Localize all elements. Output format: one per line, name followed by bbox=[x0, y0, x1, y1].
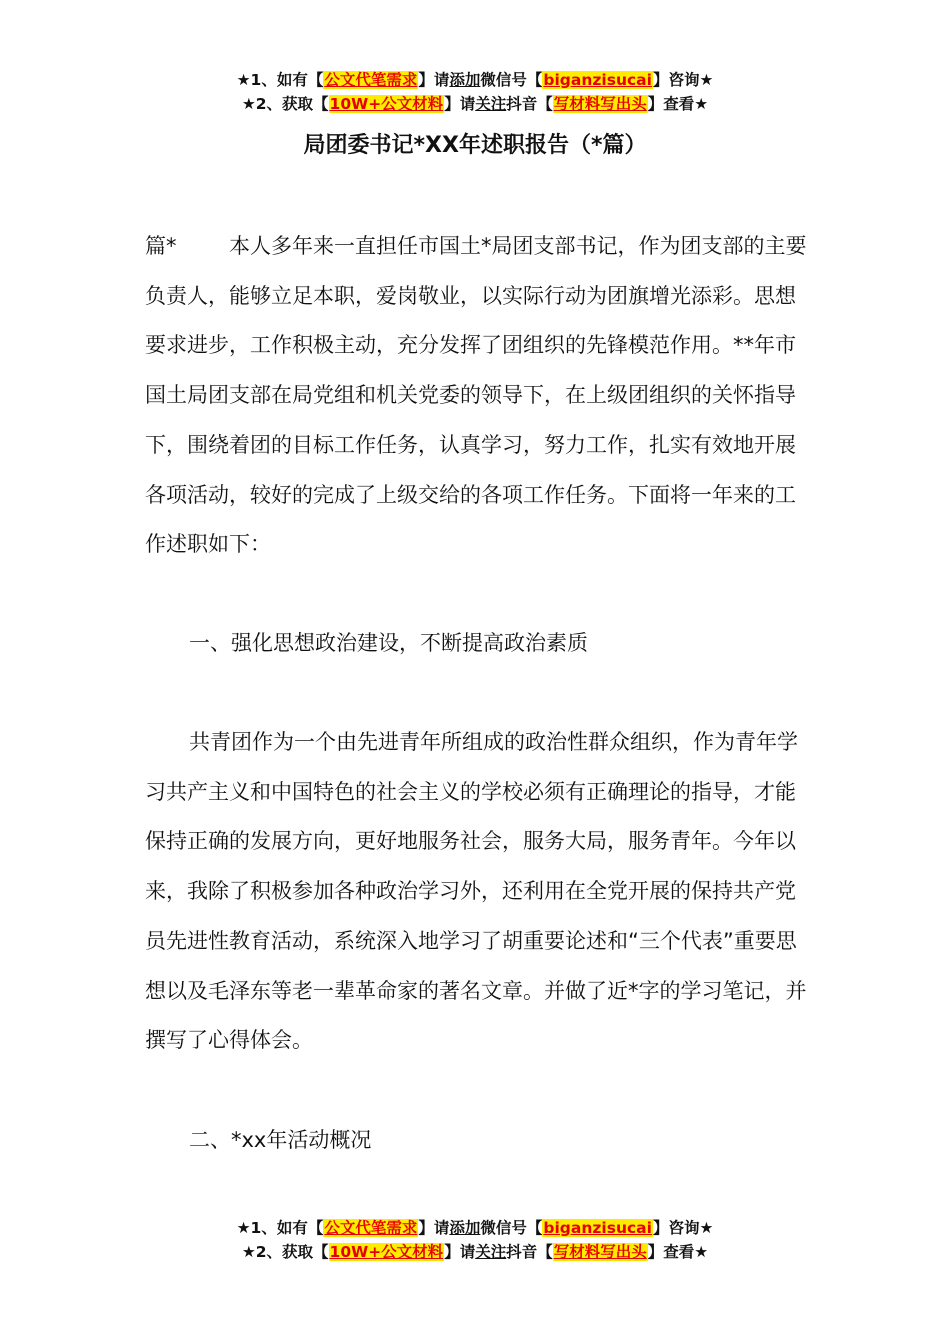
promo-banner-bottom bbox=[0, 1216, 950, 1264]
promo-text: 】咨询★ bbox=[652, 71, 714, 89]
highlight-wechat-id: biganzisucai bbox=[543, 71, 652, 89]
promo-text: 】查看★ bbox=[647, 95, 709, 113]
promo-emphasis: 关注 bbox=[475, 95, 507, 113]
highlight-douyin-id: 写材料写出头 bbox=[553, 1243, 647, 1261]
highlight-wechat-id: biganzisucai bbox=[543, 1219, 652, 1237]
highlight-service: 公文代笔需求 bbox=[324, 71, 418, 89]
highlight-materials: 10W+公文材料 bbox=[329, 95, 444, 113]
promo-text: 】请 bbox=[444, 1243, 476, 1261]
promo-text: ★1、如有【 bbox=[236, 71, 324, 89]
promo-text: 】查看★ bbox=[647, 1243, 709, 1261]
promo-banner-top bbox=[0, 68, 950, 116]
promo-text: 】请 bbox=[418, 71, 450, 89]
promo-text: ★2、获取【 bbox=[241, 1243, 329, 1261]
promo-text: 抖音【 bbox=[506, 95, 553, 113]
highlight-douyin-id: 写材料写出头 bbox=[553, 95, 647, 113]
promo-text: 抖音【 bbox=[506, 1243, 553, 1261]
promo-text: ★1、如有【 bbox=[236, 1219, 324, 1237]
section-1-body bbox=[145, 718, 815, 1066]
promo-text: 微信号【 bbox=[480, 1219, 543, 1237]
section-heading-1: 一、强化思想政治建设，不断提高政治素质 bbox=[189, 631, 588, 655]
intro-paragraph bbox=[145, 222, 815, 570]
section-2 bbox=[145, 1115, 815, 1165]
intro-text: 本人多年来一直担任市国土*局团支部书记，作为团支部的主要负责人，能够立足本职，爱岗敬业，以实际行动为团旗增光添彩。思想要求进步，工作积极主动，充分发挥了团组织的先锋模范作用。**年市国土局团支部在局党组和机关党委的领导下，在上级团组织的关怀指导下，围绕着团的目标工作任务，认真学习，努力工作，扎实有效地开展各项活动，较好的完成了上级交给的各项工作任务。下面将一年来的工作述职如下： bbox=[145, 234, 807, 557]
promo-line-2 bbox=[0, 1240, 950, 1264]
promo-text: 微信号【 bbox=[480, 71, 543, 89]
section-1-paragraph: 共青团作为一个由先进青年所组成的政治性群众组织，作为青年学习共产主义和中国特色的社会主义的学校必须有正确理论的指导，才能保持正确的发展方向，更好地服务社会，服务大局，服务青年。今年以来，我除了积极参加各种政治学习外，还利用在全党开展的保持共产党员先进性教育活动，系统深入地学习了胡重要论述和“三个代表”重要思想以及毛泽东等老一辈革命家的著名文章。并做了近*字的学习笔记，并撰写了心得体会。 bbox=[145, 730, 807, 1053]
highlight-service: 公文代笔需求 bbox=[324, 1219, 418, 1237]
promo-text: 】请 bbox=[418, 1219, 450, 1237]
promo-text: 】咨询★ bbox=[652, 1219, 714, 1237]
document-body bbox=[145, 222, 815, 570]
promo-emphasis: 关注 bbox=[475, 1243, 507, 1261]
document-title: 局团委书记*XX年述职报告（*篇） bbox=[303, 133, 647, 158]
promo-emphasis: 添加 bbox=[449, 1219, 481, 1237]
section-heading-2: 二、*xx年活动概况 bbox=[189, 1128, 372, 1152]
promo-text: ★2、获取【 bbox=[241, 95, 329, 113]
highlight-materials: 10W+公文材料 bbox=[329, 1243, 444, 1261]
section-1 bbox=[145, 618, 815, 668]
promo-line-2 bbox=[0, 92, 950, 116]
promo-line-1 bbox=[0, 1216, 950, 1240]
article-label: 篇* bbox=[145, 234, 177, 258]
promo-text: 】请 bbox=[444, 95, 476, 113]
promo-emphasis: 添加 bbox=[449, 71, 481, 89]
promo-line-1 bbox=[0, 68, 950, 92]
